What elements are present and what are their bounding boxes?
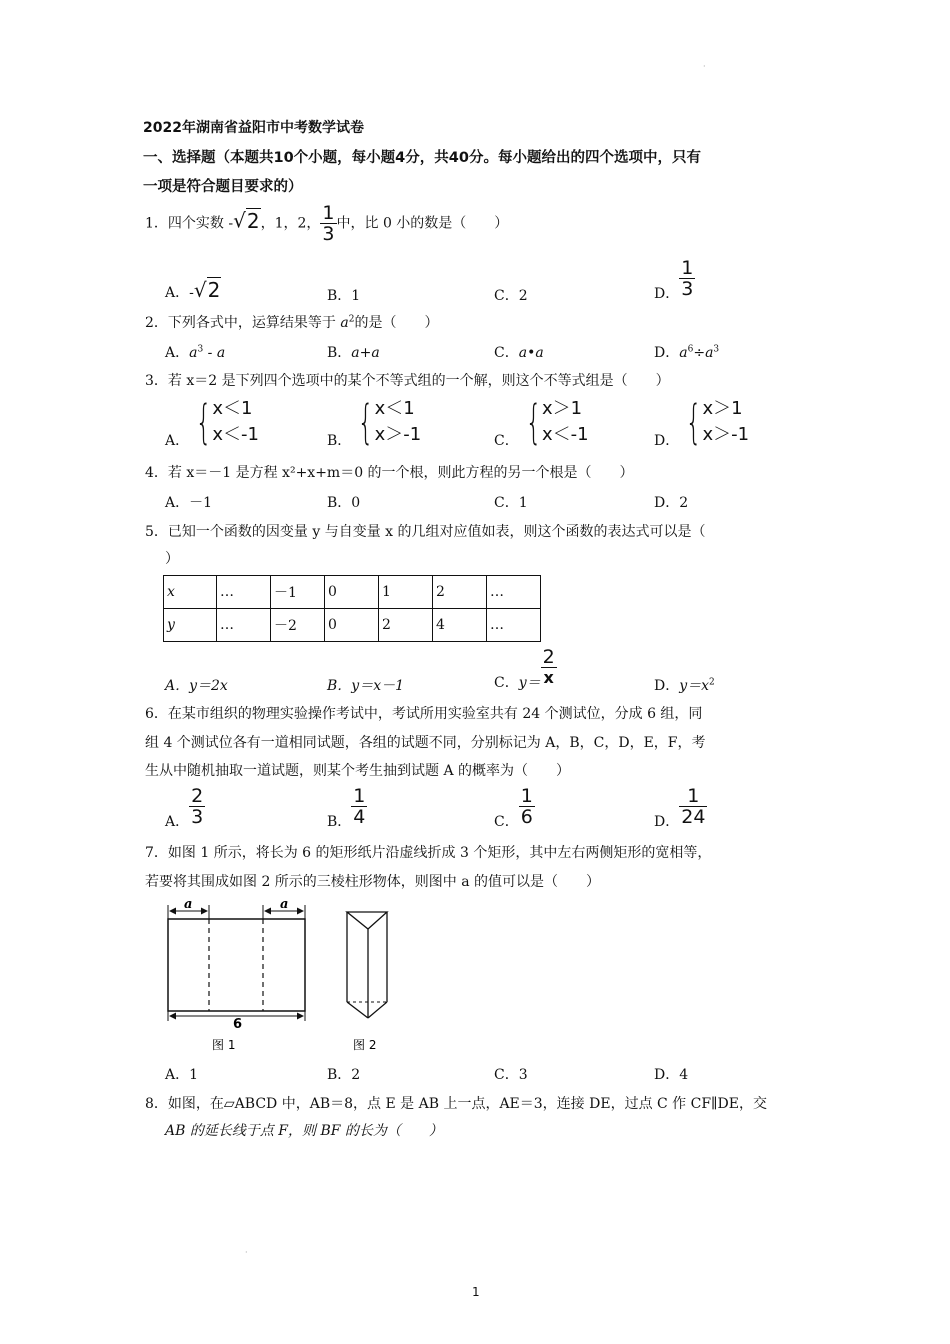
- section-heading-line1: 一、选择题（本题共10个小题，每小题4分，共40分。每小题给出的四个选项中，只有: [143, 150, 701, 166]
- fig1-label-6: 6: [233, 1017, 243, 1032]
- table-cell: 2: [433, 576, 487, 609]
- value-table: [163, 575, 541, 642]
- q3-option-b: B． {x＜1 x＞-1: [327, 395, 422, 449]
- q2-option-b: B．a+a: [327, 345, 380, 361]
- q6-option-b: B． $\frac{1}{4}$: [327, 785, 366, 830]
- question-6-line1: 6．在某市组织的物理实验操作考试中，考试所用实验室共有 24 个测试位，分成 6 组，同: [145, 706, 703, 722]
- q7-option-a: A．1: [165, 1067, 199, 1083]
- table-cell: x: [164, 576, 217, 609]
- question-3: 3．若 x＝2 是下列四个选项中的某个不等式组的一个解，则这个不等式组是（ ）: [145, 373, 670, 389]
- page-title: 2022年湖南省益阳市中考数学试卷: [143, 120, 364, 136]
- header-mark: ·: [703, 62, 706, 71]
- q7-option-c: C．3: [494, 1067, 528, 1083]
- q2-option-c: C．a•a: [494, 345, 544, 361]
- section-heading-line2: 一项是符合题目要求的）: [143, 179, 303, 195]
- q4-option-c: C．1: [494, 495, 528, 511]
- q6-option-c: C． $\frac{1}{6}$: [494, 785, 533, 830]
- table-cell: 4: [433, 609, 487, 642]
- q3-option-d: D． {x＞1 x＞-1: [654, 395, 750, 449]
- table-cell: －2: [271, 609, 325, 642]
- fig1-caption: 图 1: [212, 1038, 236, 1052]
- q1-stem-pre: 1．四个实数 -: [145, 215, 234, 232]
- q1-stem-mid: ，1，2，: [260, 215, 321, 232]
- q7-option-b: B．2: [327, 1067, 361, 1083]
- q5-option-c: C．y＝ $\frac{2}{x}$: [494, 646, 555, 691]
- q1-option-b: B．1: [327, 288, 361, 304]
- footer-mark: ·: [245, 1248, 248, 1257]
- table-cell: …: [217, 576, 271, 609]
- q5-option-d: D．$y=x^2$: [654, 677, 715, 694]
- table-cell: 1: [379, 576, 433, 609]
- q1-stem-post: 中，比 0 小的数是（ ）: [336, 215, 509, 232]
- q1-option-a: A．-√2: [165, 278, 221, 302]
- table-row: [164, 576, 541, 609]
- q1-fraction: $\frac{1}{3}$: [322, 202, 335, 245]
- fig2-caption: 图 2: [353, 1038, 377, 1052]
- question-7-line2: 若要将其围成如图 2 所示的三棱柱形物体，则图中 a 的值可以是（ ）: [145, 874, 601, 890]
- q3-option-c: C． {x＞1 x＜-1: [494, 395, 589, 449]
- sqrt-symbol: √2: [233, 208, 260, 233]
- table-cell: …: [487, 576, 541, 609]
- q7-option-d: D．4: [654, 1067, 689, 1083]
- table-row: [164, 609, 541, 642]
- table-cell: …: [487, 609, 541, 642]
- figure-1: [160, 895, 320, 1055]
- fig1-label-a-right: a: [280, 897, 289, 912]
- fig1-label-a-left: a: [184, 897, 193, 912]
- question-6-line3: 生从中随机抽取一道试题，则某个考生抽到试题 A 的概率为（ ）: [145, 763, 571, 779]
- q4-option-d: D．2: [654, 495, 689, 511]
- q1-option-c: C．2: [494, 288, 528, 304]
- question-5-line2: ）: [165, 551, 179, 567]
- page-number: 1: [472, 1285, 480, 1299]
- q5-option-b: B．y＝x－1: [327, 678, 404, 694]
- question-5-line1: 5．已知一个函数的因变量 y 与自变量 x 的几组对应值如表，则这个函数的表达式可以是（: [145, 524, 706, 540]
- table-cell: 2: [379, 609, 433, 642]
- question-4: 4．若 x＝－1 是方程 x²+x+m＝0 的一个根，则此方程的另一个根是（ ）: [145, 465, 634, 481]
- q3-option-a: A． {x＜1 x＜-1: [165, 395, 260, 449]
- figure-2: [335, 905, 415, 1055]
- q4-option-b: B．0: [327, 495, 361, 511]
- table-cell: －1: [271, 576, 325, 609]
- q1-option-d: D． $\frac{1}{3}$: [654, 257, 694, 302]
- table-cell: 0: [325, 576, 379, 609]
- fig2-top-triangle: [347, 912, 387, 929]
- table-cell: …: [217, 609, 271, 642]
- q2-option-a: A．$a^3$ - a: [165, 344, 226, 361]
- question-2: 2．下列各式中，运算结果等于 $a^2$的是（ ）: [145, 314, 439, 331]
- q6-option-d: D． $\frac{1}{24}$: [654, 785, 706, 830]
- question-7-line1: 7．如图 1 所示，将长为 6 的矩形纸片沿虚线折成 3 个矩形，其中左右两侧矩形的宽相等，: [145, 845, 712, 861]
- fig1-rectangle: [168, 919, 305, 1011]
- question-8-line2: AB 的延长线于点 F，则 BF 的长为（ ）: [165, 1123, 443, 1139]
- q5-option-a: A．y＝2x: [165, 678, 228, 694]
- table-cell: 0: [325, 609, 379, 642]
- question-6-line2: 组 4 个测试位各有一道相同试题，各组的试题不同，分别标记为 A，B，C，D，E，F，考: [145, 735, 706, 751]
- q2-option-d: D．$a^6\div a^3$: [654, 344, 720, 361]
- question-1: [145, 203, 508, 244]
- q4-option-a: A．－1: [165, 495, 213, 511]
- q6-option-a: A． $\frac{2}{3}$: [165, 785, 204, 830]
- question-8-line1: 8．如图，在▱ABCD 中，AB＝8，点 E 是 AB 上一点，AE＝3，连接 DE，过点 C 作 CF∥DE，交: [145, 1096, 767, 1112]
- table-cell: y: [164, 609, 217, 642]
